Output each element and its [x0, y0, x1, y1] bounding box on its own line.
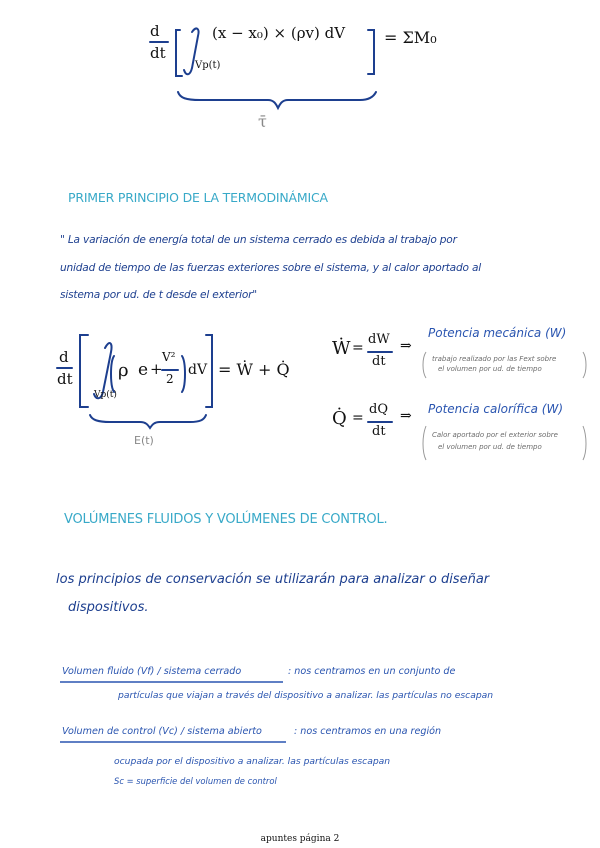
- energy-two: 2: [166, 372, 174, 386]
- q-note-line-1: Calor aportado por el exterior sobre: [432, 431, 558, 439]
- energy-subscript: Vp(t): [94, 390, 117, 400]
- definition-2-desc-line-3: Sc = superficie del volumen de control: [114, 776, 277, 786]
- definition-1-desc-line-2: partículas que viajan a través del dispositivo a analizar. las partículas no escapan: [118, 690, 494, 701]
- q-note-left-paren: [423, 426, 426, 460]
- q-symbol: Q̇: [332, 408, 347, 429]
- top-brace: [178, 92, 376, 108]
- energy-brace-label: E(t): [134, 434, 154, 447]
- quote-line-3: sistema por ud. de t desde el exterior": [60, 289, 257, 301]
- section1-title: PRIMER PRINCIPIO DE LA TERMODINÁMICA: [68, 190, 328, 205]
- top-dt: dt: [150, 44, 166, 62]
- top-d: d: [150, 22, 160, 40]
- w-arrow: ⇒: [400, 338, 412, 354]
- definition-2-term: Volumen de control (Vc) / sistema abierto: [62, 726, 262, 737]
- w-label: Potencia mecánica (W): [428, 326, 567, 340]
- energy-d: d: [59, 348, 69, 366]
- w-symbol: Ẇ: [332, 338, 351, 359]
- w-note-line-1: trabajo realizado por las Fext sobre: [432, 355, 557, 363]
- energy-plus: +: [150, 360, 163, 378]
- definition-1-term: Volumen fluido (Vf) / sistema cerrado: [62, 666, 242, 677]
- top-subscript: Vp(t): [195, 60, 221, 71]
- energy-brace: [90, 415, 206, 428]
- top-rhs: = ΣM₀: [384, 28, 437, 47]
- section2-intro-line-1: los principios de conservación se utilizarán para analizar o diseñar: [56, 572, 490, 587]
- q-equals: =: [352, 410, 364, 426]
- energy-e: e: [138, 360, 149, 380]
- definition-1-desc-line-1: : nos centramos en un conjunto de: [288, 666, 456, 677]
- w-denominator: dt: [372, 354, 386, 369]
- page-footer: apuntes página 2: [260, 834, 340, 844]
- energy-dv: dV: [188, 362, 208, 378]
- q-arrow: ⇒: [400, 408, 412, 424]
- quote-line-2: unidad de tiempo de las fuerzas exteriores sobre el sistema, y al calor aportado al: [60, 262, 481, 274]
- q-note-right-paren: [583, 426, 586, 460]
- w-note-line-2: el volumen por ud. de tiempo: [438, 365, 542, 373]
- q-label: Potencia calorífica (W): [428, 402, 564, 416]
- w-note-left-paren: [423, 352, 426, 378]
- w-numerator: dW: [368, 332, 390, 347]
- energy-left-paren: [111, 356, 114, 392]
- energy-rhs: = Ẇ + Q̇: [218, 360, 290, 379]
- q-note-line-2: el volumen por ud. de tiempo: [438, 443, 542, 451]
- w-equals: =: [352, 340, 364, 356]
- energy-right-paren: [182, 356, 185, 392]
- definition-2-desc-line-1: : nos centramos en una región: [294, 726, 442, 737]
- w-note-right-paren: [583, 352, 586, 378]
- energy-dt: dt: [57, 370, 73, 388]
- energy-rho: ρ: [118, 360, 129, 381]
- q-numerator: dQ: [369, 402, 388, 417]
- top-brace-label: τ̄: [258, 112, 267, 131]
- section2-title: VOLÚMENES FLUIDOS Y VOLÚMENES DE CONTROL.: [64, 512, 388, 527]
- quote-line-1: " La variación de energía total de un sistema cerrado es debida al trabajo por: [60, 234, 457, 246]
- q-denominator: dt: [372, 424, 386, 439]
- energy-v2: V²: [162, 350, 176, 364]
- top-left-bracket: [176, 30, 182, 76]
- section2-intro-line-2: dispositivos.: [68, 600, 149, 615]
- top-integrand: (x − x₀) × (ρv) dV: [212, 24, 346, 42]
- definition-2-desc-line-2: ocupada por el dispositivo a analizar. las partículas escapan: [114, 756, 391, 767]
- energy-left-bracket: [80, 335, 88, 407]
